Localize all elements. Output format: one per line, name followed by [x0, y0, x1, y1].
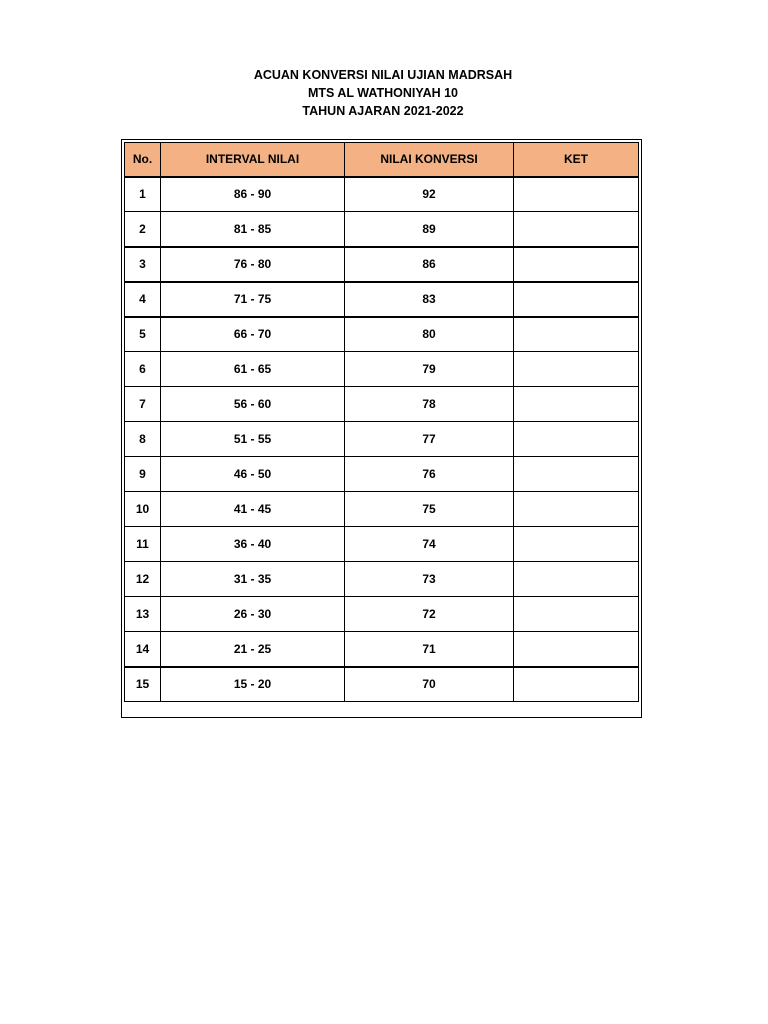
table-row — [125, 667, 639, 702]
cell-ket — [514, 492, 639, 527]
cell-interval: 71 - 75 — [161, 282, 345, 317]
cell-interval: 15 - 20 — [161, 667, 345, 702]
cell-konversi: 83 — [345, 282, 514, 317]
table-row — [125, 247, 639, 282]
header-no: No. — [125, 143, 161, 177]
cell-konversi: 89 — [345, 212, 514, 247]
cell-no: 2 — [125, 212, 161, 247]
table-row — [125, 317, 639, 352]
cell-no: 10 — [125, 492, 161, 527]
cell-konversi: 70 — [345, 667, 514, 702]
cell-no: 12 — [125, 562, 161, 597]
table-row — [125, 457, 639, 492]
cell-konversi: 72 — [345, 597, 514, 632]
cell-interval: 46 - 50 — [161, 457, 345, 492]
cell-interval: 81 - 85 — [161, 212, 345, 247]
cell-konversi: 80 — [345, 317, 514, 352]
cell-interval: 21 - 25 — [161, 632, 345, 667]
table-row — [125, 352, 639, 387]
conversion-table — [124, 142, 639, 702]
cell-interval: 86 - 90 — [161, 177, 345, 212]
table-body — [125, 177, 639, 702]
table-row — [125, 177, 639, 212]
cell-no: 11 — [125, 527, 161, 562]
cell-no: 13 — [125, 597, 161, 632]
cell-no: 1 — [125, 177, 161, 212]
cell-konversi: 79 — [345, 352, 514, 387]
cell-ket — [514, 667, 639, 702]
table-header-row — [125, 143, 639, 177]
cell-konversi: 73 — [345, 562, 514, 597]
cell-ket — [514, 632, 639, 667]
cell-konversi: 75 — [345, 492, 514, 527]
cell-no: 5 — [125, 317, 161, 352]
cell-interval: 56 - 60 — [161, 387, 345, 422]
cell-interval: 36 - 40 — [161, 527, 345, 562]
title-line-1: ACUAN KONVERSI NILAI UJIAN MADRSAH — [253, 68, 513, 82]
document-title — [0, 66, 766, 120]
cell-interval: 61 - 65 — [161, 352, 345, 387]
cell-interval: 31 - 35 — [161, 562, 345, 597]
cell-interval: 66 - 70 — [161, 317, 345, 352]
cell-ket — [514, 247, 639, 282]
cell-ket — [514, 562, 639, 597]
cell-no: 3 — [125, 247, 161, 282]
cell-ket — [514, 317, 639, 352]
table-row — [125, 562, 639, 597]
cell-ket — [514, 177, 639, 212]
cell-konversi: 74 — [345, 527, 514, 562]
table-row — [125, 632, 639, 667]
table-row — [125, 422, 639, 457]
title-line-2: MTS AL WATHONIYAH 10 — [307, 86, 459, 100]
header-konversi: NILAI KONVERSI — [345, 143, 514, 177]
table-row — [125, 597, 639, 632]
cell-konversi: 78 — [345, 387, 514, 422]
title-line-3: TAHUN AJARAN 2021-2022 — [302, 104, 464, 118]
table-row — [125, 282, 639, 317]
cell-no: 15 — [125, 667, 161, 702]
header-interval: INTERVAL NILAI — [161, 143, 345, 177]
cell-no: 8 — [125, 422, 161, 457]
cell-ket — [514, 597, 639, 632]
cell-ket — [514, 387, 639, 422]
cell-no: 7 — [125, 387, 161, 422]
cell-konversi: 92 — [345, 177, 514, 212]
cell-no: 6 — [125, 352, 161, 387]
cell-no: 9 — [125, 457, 161, 492]
cell-interval: 76 - 80 — [161, 247, 345, 282]
cell-ket — [514, 457, 639, 492]
cell-ket — [514, 282, 639, 317]
cell-no: 14 — [125, 632, 161, 667]
cell-interval: 51 - 55 — [161, 422, 345, 457]
cell-konversi: 76 — [345, 457, 514, 492]
cell-ket — [514, 527, 639, 562]
conversion-table-frame — [121, 139, 642, 718]
cell-ket — [514, 352, 639, 387]
table-row — [125, 527, 639, 562]
table-row — [125, 212, 639, 247]
table-row — [125, 387, 639, 422]
cell-interval: 41 - 45 — [161, 492, 345, 527]
table-row — [125, 492, 639, 527]
cell-ket — [514, 422, 639, 457]
cell-interval: 26 - 30 — [161, 597, 345, 632]
header-ket: KET — [514, 143, 639, 177]
cell-konversi: 86 — [345, 247, 514, 282]
cell-ket — [514, 212, 639, 247]
cell-konversi: 77 — [345, 422, 514, 457]
cell-konversi: 71 — [345, 632, 514, 667]
cell-no: 4 — [125, 282, 161, 317]
